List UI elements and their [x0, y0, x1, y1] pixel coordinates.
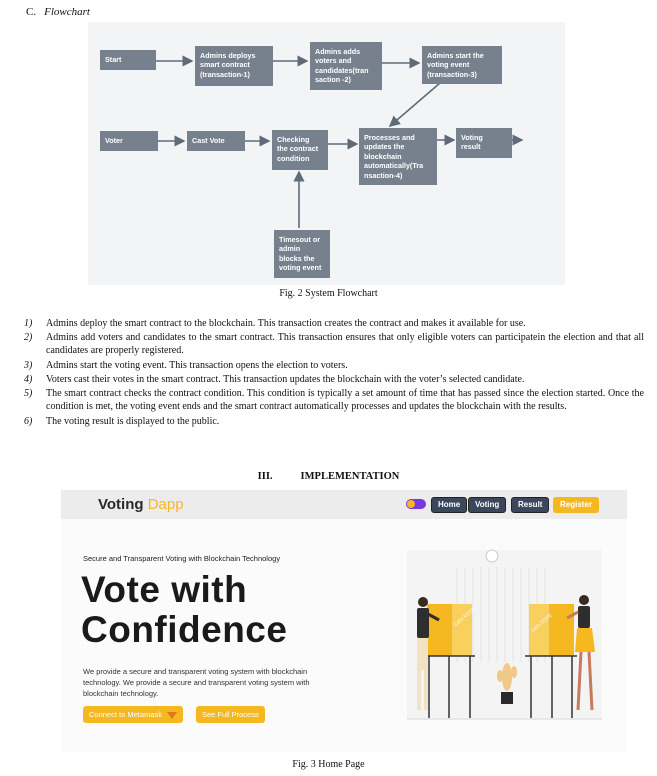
hero-title: Vote with Confidence — [81, 569, 288, 650]
home-page-screenshot — [61, 490, 627, 752]
implementation-title: IMPLEMENTATION — [300, 471, 400, 482]
node-start-event: Admins start the voting event (transaction-3) — [422, 46, 502, 84]
svg-text:Let's VOTE: Let's VOTE — [453, 606, 477, 628]
list-item: 1) Admins deploy the smart contract to the blockchain. This transaction creates the contract and makes it available for use. — [24, 318, 526, 329]
section-number: C. — [26, 6, 37, 18]
theme-toggle[interactable] — [406, 499, 426, 509]
node-timeout: Timesout or admin blocks the voting event — [274, 230, 330, 278]
nav-home-button[interactable]: Home — [431, 497, 467, 513]
node-deploy-contract: Admins deploys smart contract (transaction-1) — [195, 46, 273, 86]
hero-description: We provide a secure and transparent voting system with blockchain technology. We provide a secure and transparent voting system with blockchain technology. — [83, 667, 310, 698]
section-title: Flowchart — [44, 6, 90, 18]
fox-icon — [167, 712, 177, 719]
voting-booth-illustration — [397, 542, 607, 728]
arrow-startevent-process — [390, 83, 440, 126]
see-full-process-button[interactable]: See Full Process — [196, 706, 265, 723]
system-flowchart — [88, 22, 565, 285]
list-item: 5) The smart contract checks the contract condition. This condition is typically a set amount of time that has passed since the election started. Once the condition is met, the voting event ends and the smart contract automatically processes and updates the blockchain with the results. — [24, 388, 644, 413]
node-add-voters: Admins adds voters and candidates(tran saction -2) — [310, 42, 382, 90]
connect-metamask-button[interactable]: Connect to Metamask — [83, 706, 183, 723]
list-item: 6) The voting result is displayed to the public. — [24, 415, 220, 427]
node-process-update: Processes and updates the blockchain automatically(Tra nsaction-4) — [359, 128, 437, 185]
navbar — [61, 490, 627, 519]
implementation-heading — [0, 471, 657, 482]
svg-text:Let's VOTE: Let's VOTE — [530, 612, 554, 634]
node-voter: Voter — [100, 131, 158, 151]
list-item: 4) Voters cast their votes in the smart contract. This transaction updates the blockchain with the voter’s selected candidate. — [24, 373, 525, 385]
list-item: 2) Admins add voters and candidates to the smart contract. This transaction ensures that only eligible voters can participatein the election and that all candidates are properly registered. — [24, 332, 644, 357]
node-voting-result: Voting result — [456, 128, 512, 158]
hero-tagline: Secure and Transparent Voting with Blockchain Technology — [83, 554, 281, 563]
fig3-caption: Fig. 3 Home Page — [292, 759, 365, 770]
steps-list — [24, 318, 644, 430]
node-check-condition: Checking the contract condition — [272, 130, 328, 170]
nav-voting-button[interactable]: Voting — [468, 497, 506, 513]
section-heading — [26, 6, 90, 18]
clock-icon — [486, 550, 498, 562]
fig2-caption: Fig. 2 System Flowchart — [279, 288, 378, 299]
list-item: 3) Admins start the voting event. This transaction opens the election to voters. — [24, 359, 348, 371]
logo[interactable]: Voting Dapp — [98, 496, 184, 513]
nav-result-button[interactable]: Result — [511, 497, 549, 513]
node-cast-vote: Cast Vote — [187, 131, 245, 151]
node-start: Start — [100, 50, 156, 70]
nav-register-button[interactable]: Register — [553, 497, 599, 513]
implementation-number: III. — [257, 471, 273, 482]
